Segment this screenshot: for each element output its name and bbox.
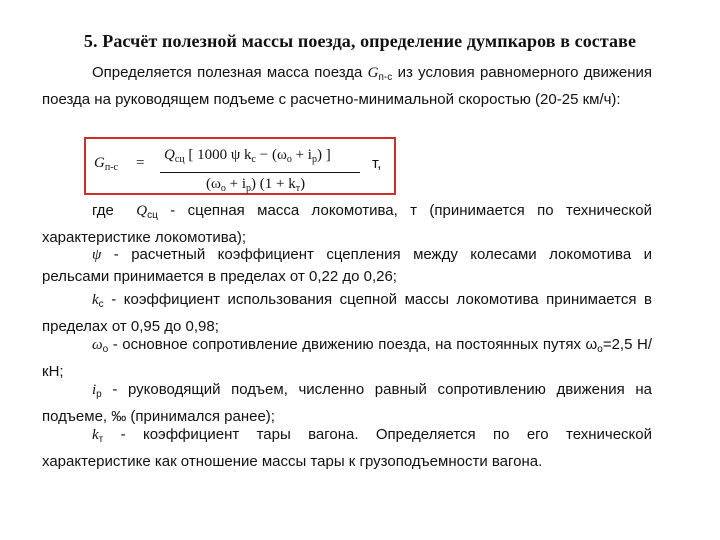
fraction-line [160, 172, 360, 173]
definition-k-c: $k_c$ - коэффициент использования сцепной массы локомотива принимается в пределах от 0,95 до 0,98; [42, 291, 652, 335]
page-title: 5. Расчёт полезной массы поезда, определение думпкаров в составе [83, 31, 637, 51]
formula-unit: т, [372, 155, 382, 172]
mass-symbol-sub: п-с [378, 72, 393, 83]
formula-equals: = [136, 155, 145, 171]
definition-psi: ψ - расчетный коэффициент сцепления между колесами локомотива и рельсами принимается в пределах от 0,22 до 0,26; [42, 246, 652, 285]
definition-k-t: $k_т$ - коэффициент тары вагона. Определяется по его технической характеристике как отношение массы тары к грузоподъемности вагона. [42, 426, 652, 470]
definition-i-p: $i_p$ - руководящий подъем, численно равный сопротивлению движения на подъеме, ‰ (принимался ранее); [42, 381, 652, 425]
definition-omega: $\omega_o$ - основное сопротивление движению поезда, на постоянных путях $\omega_о=2,5$ Н/кН; [42, 336, 652, 380]
formula-denominator: $(\omega_o + i_p) (1 + k_т)$ [206, 176, 306, 194]
mass-symbol: G [367, 65, 379, 81]
intro-text-1: Определяется полезная масса поезда [92, 64, 363, 81]
definition-q-sc: где $Q_{сц}$ - сцепная масса локомотива, т (принимается по технической характеристике локомотива); [42, 202, 652, 246]
intro-text-3: движения поезда на руководящем подъеме с расчетно-минимальной скоростью (20-25 км/ч): [42, 64, 652, 108]
formula-lhs: $G_{п-с}$ [94, 155, 118, 173]
intro-text-2: из условия равномерного [397, 64, 579, 81]
intro-paragraph [42, 62, 652, 111]
formula-numerator: $Q_{сц}$ [ 1000 ψ $k_c - (\omega_o + i_p)$ ] [164, 147, 331, 165]
